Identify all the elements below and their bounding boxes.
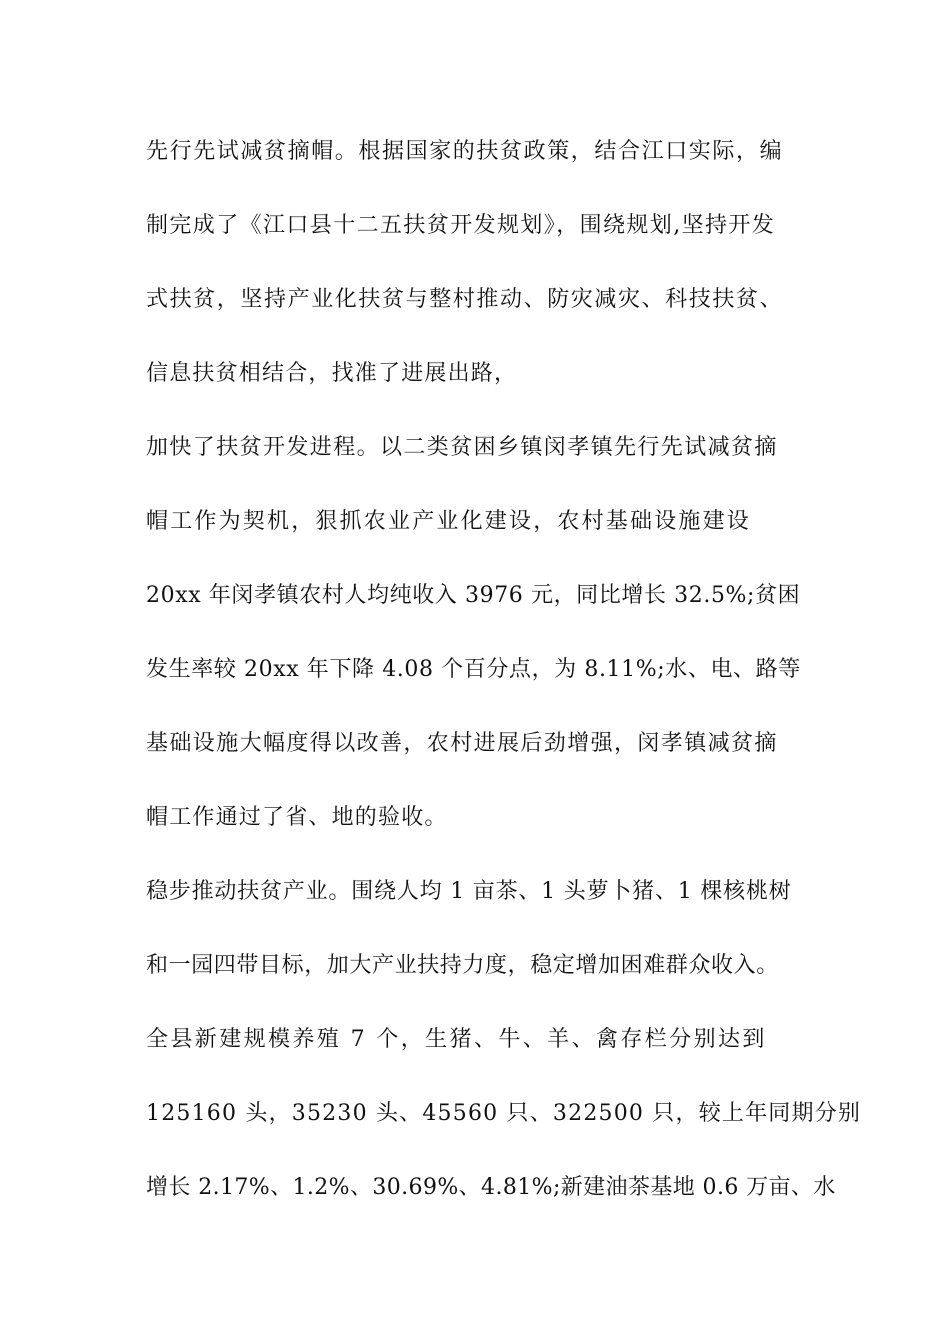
- text-line: 信息扶贫相结合，找准了进展出路，: [146, 361, 518, 386]
- text-line: 全县新建规模养殖 7 个，生猪、牛、羊、禽存栏分别达到: [146, 1027, 767, 1052]
- text-line: 基础设施大幅度得以改善，农村进展后劲增强，闵孝镇减贫摘: [146, 731, 778, 756]
- text-line: 帽工作为契机，狠抓农业产业化建设，农村基础设施建设: [146, 509, 752, 534]
- text-line: 发生率较 20xx 年下降 4.08 个百分点，为 8.11%;水、电、路等: [146, 657, 801, 682]
- text-line: 制完成了《江口县十二五扶贫开发规划》，围绕规划,坚持开发: [146, 213, 776, 238]
- text-line: 式扶贫，坚持产业化扶贫与整村推动、防灾减灾、科技扶贫、: [146, 287, 784, 312]
- text-line: 加快了扶贫开发进程。以二类贫困乡镇闵孝镇先行先试减贫摘: [146, 435, 778, 460]
- text-line: 增长 2.17%、1.2%、30.69%、4.81%;新建油茶基地 0.6 万亩、水: [146, 1175, 836, 1200]
- text-line: 先行先试减贫摘帽。根据国家的扶贫政策，结合江口实际，编: [146, 139, 784, 164]
- text-line: 125160 头，35230 头、45560 只、322500 只，较上年同期分别: [146, 1101, 862, 1126]
- text-line: 和一园四带目标，加大产业扶持力度，稳定增加困难群众收入。: [146, 953, 779, 978]
- text-line: 帽工作通过了省、地的验收。: [146, 805, 448, 830]
- text-line: 稳步推动扶贫产业。围绕人均 1 亩茶、1 头萝卜猪、1 棵核桃树: [146, 879, 792, 904]
- text-line: 20xx 年闵孝镇农村人均纯收入 3976 元，同比增长 32.5%;贫困: [146, 583, 801, 608]
